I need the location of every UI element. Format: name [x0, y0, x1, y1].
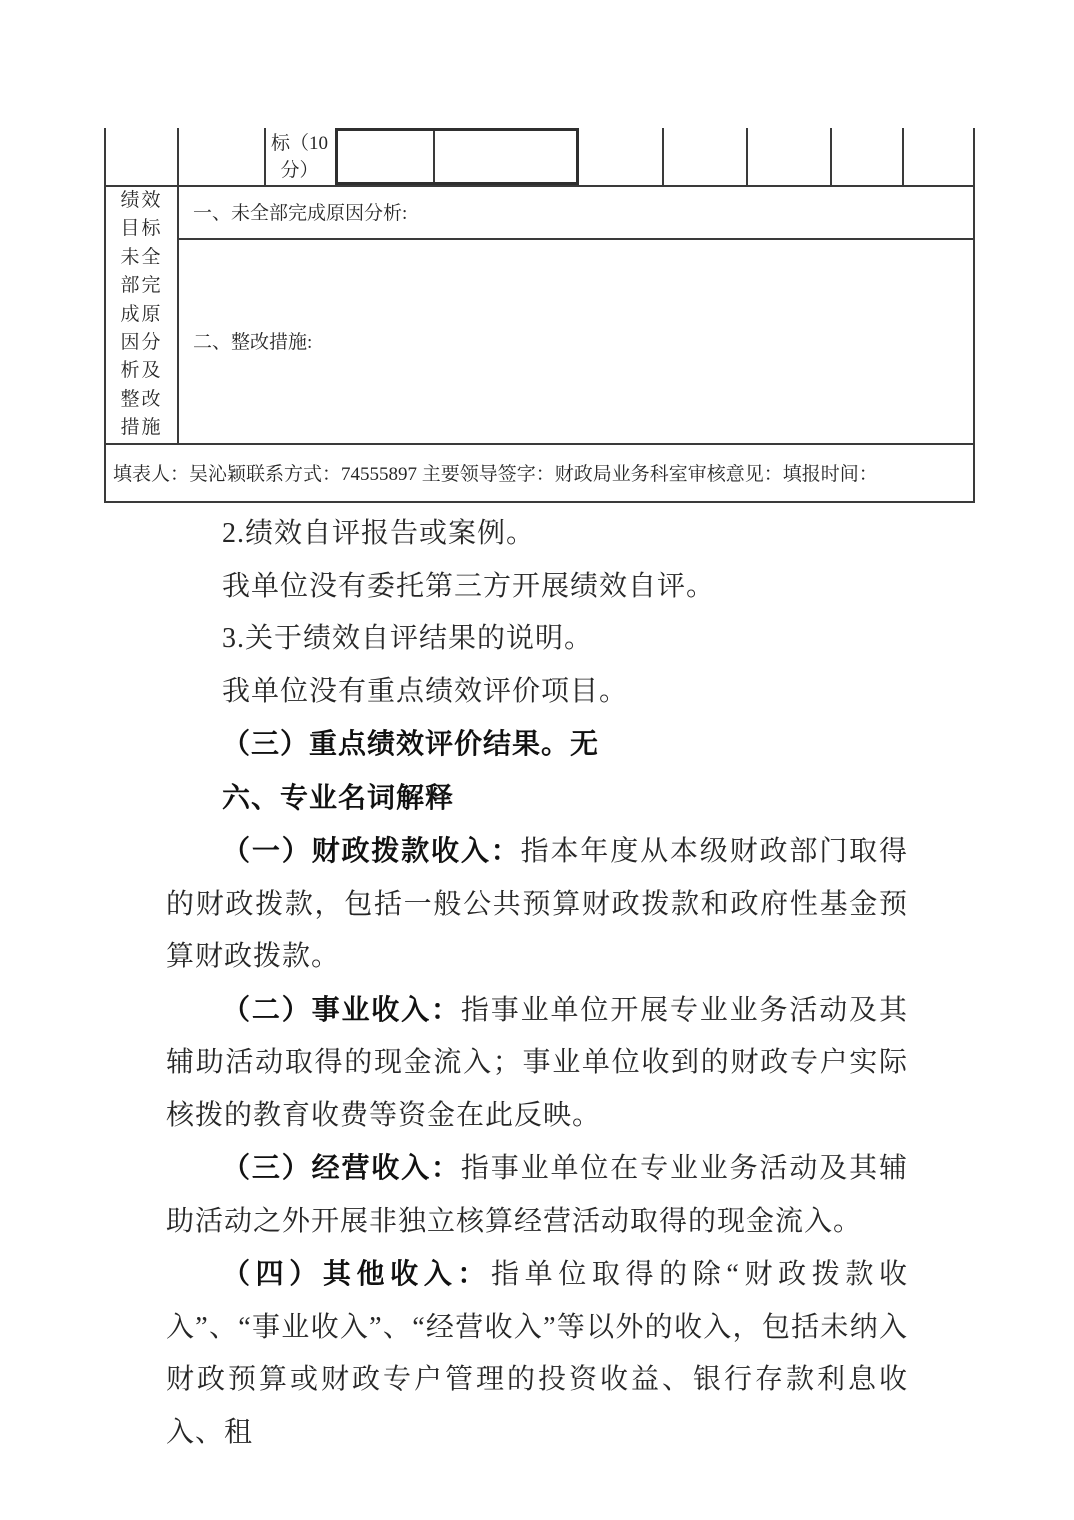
- performance-table: [104, 128, 975, 503]
- paragraph: [166, 666, 908, 719]
- paragraph-text: 我单位没有委托第三方开展绩效自评。: [222, 570, 716, 602]
- paragraph: [166, 825, 908, 984]
- paragraph: [166, 984, 908, 1143]
- body-text: [166, 508, 908, 1459]
- reason-analysis-cell: [177, 185, 973, 238]
- side-header-line: 整改: [120, 388, 163, 410]
- paragraph: [166, 1142, 908, 1248]
- side-header-line: 成原: [120, 303, 163, 325]
- paragraph-text: 指本年度从本级财政部门取得的财政拨款，包括一般公共预算财政拨款和政府性基金预算财政拨款。: [166, 836, 908, 972]
- score-header-line: 标（10: [270, 133, 328, 154]
- score-header-line: 分）: [280, 160, 319, 181]
- side-header-line: 部完: [120, 275, 163, 297]
- grid-line: [177, 128, 179, 185]
- side-header-line: 绩效: [120, 190, 163, 211]
- side-header-line: 目标: [120, 218, 163, 240]
- rectification-cell: [177, 238, 973, 443]
- paragraph-lead: （二）事业收入：: [222, 993, 461, 1025]
- grid-line: [902, 128, 904, 185]
- grid-line: [662, 128, 664, 185]
- table-footer-cell: [106, 443, 973, 501]
- paragraph-text: 2.绩效自评报告或案例。: [222, 518, 536, 549]
- paragraph: [166, 718, 908, 772]
- paragraph-text: 我单位没有重点绩效评价项目。: [222, 675, 629, 707]
- paragraph-text: 指事业单位开展专业业务活动及其辅助活动取得的现金流入；事业单位收到的财政专户实际核拨的教育收费等资金在此反映。: [166, 994, 908, 1131]
- paragraph: [166, 561, 908, 614]
- nested-score-box: [335, 128, 579, 185]
- side-header-line: 措施: [120, 417, 163, 439]
- paragraph-text: 指单位取得的除“财政拨款收入”、“事业收入”、“经营收入”等以外的收入，包括未纳入财政预算或财政专户管理的投资收益、银行存款利息收入、租: [166, 1259, 908, 1448]
- paragraph-lead: 六、专业名词解释: [222, 781, 455, 813]
- grid-line: [433, 131, 435, 182]
- paragraph-lead: （三）经营收入：: [222, 1152, 461, 1183]
- paragraph-lead: （三）重点绩效评价结果。无: [222, 728, 600, 759]
- side-header-line: 未全: [120, 246, 163, 268]
- grid-line: [746, 128, 748, 185]
- paragraph-text: 指事业单位在专业业务活动及其辅助活动之外开展非独立核算经营活动取得的现金流入。: [166, 1153, 908, 1237]
- paragraph: [166, 772, 908, 826]
- grid-line: [830, 128, 832, 185]
- score-header-cell: [264, 128, 335, 185]
- paragraph: [166, 613, 908, 666]
- paragraph: [166, 1248, 908, 1459]
- side-header-line: 析及: [120, 360, 163, 382]
- side-header-cell: [106, 185, 177, 443]
- paragraph-lead: （四）其他收入：: [222, 1258, 492, 1289]
- paragraph-lead: （一）财政拨款收入：: [222, 835, 521, 866]
- paragraph: [166, 508, 908, 561]
- table-footer-text: 填表人：吴沁颖联系方式：74555897 主要领导签字：财政局业务科室审核意见：填报时间：: [113, 463, 878, 485]
- rectification-label: 二、整改措施:: [193, 332, 313, 353]
- reason-analysis-label: 一、未全部完成原因分析:: [193, 203, 408, 224]
- side-header-line: 因分: [120, 332, 163, 354]
- paragraph-text: 3.关于绩效自评结果的说明。: [222, 623, 594, 654]
